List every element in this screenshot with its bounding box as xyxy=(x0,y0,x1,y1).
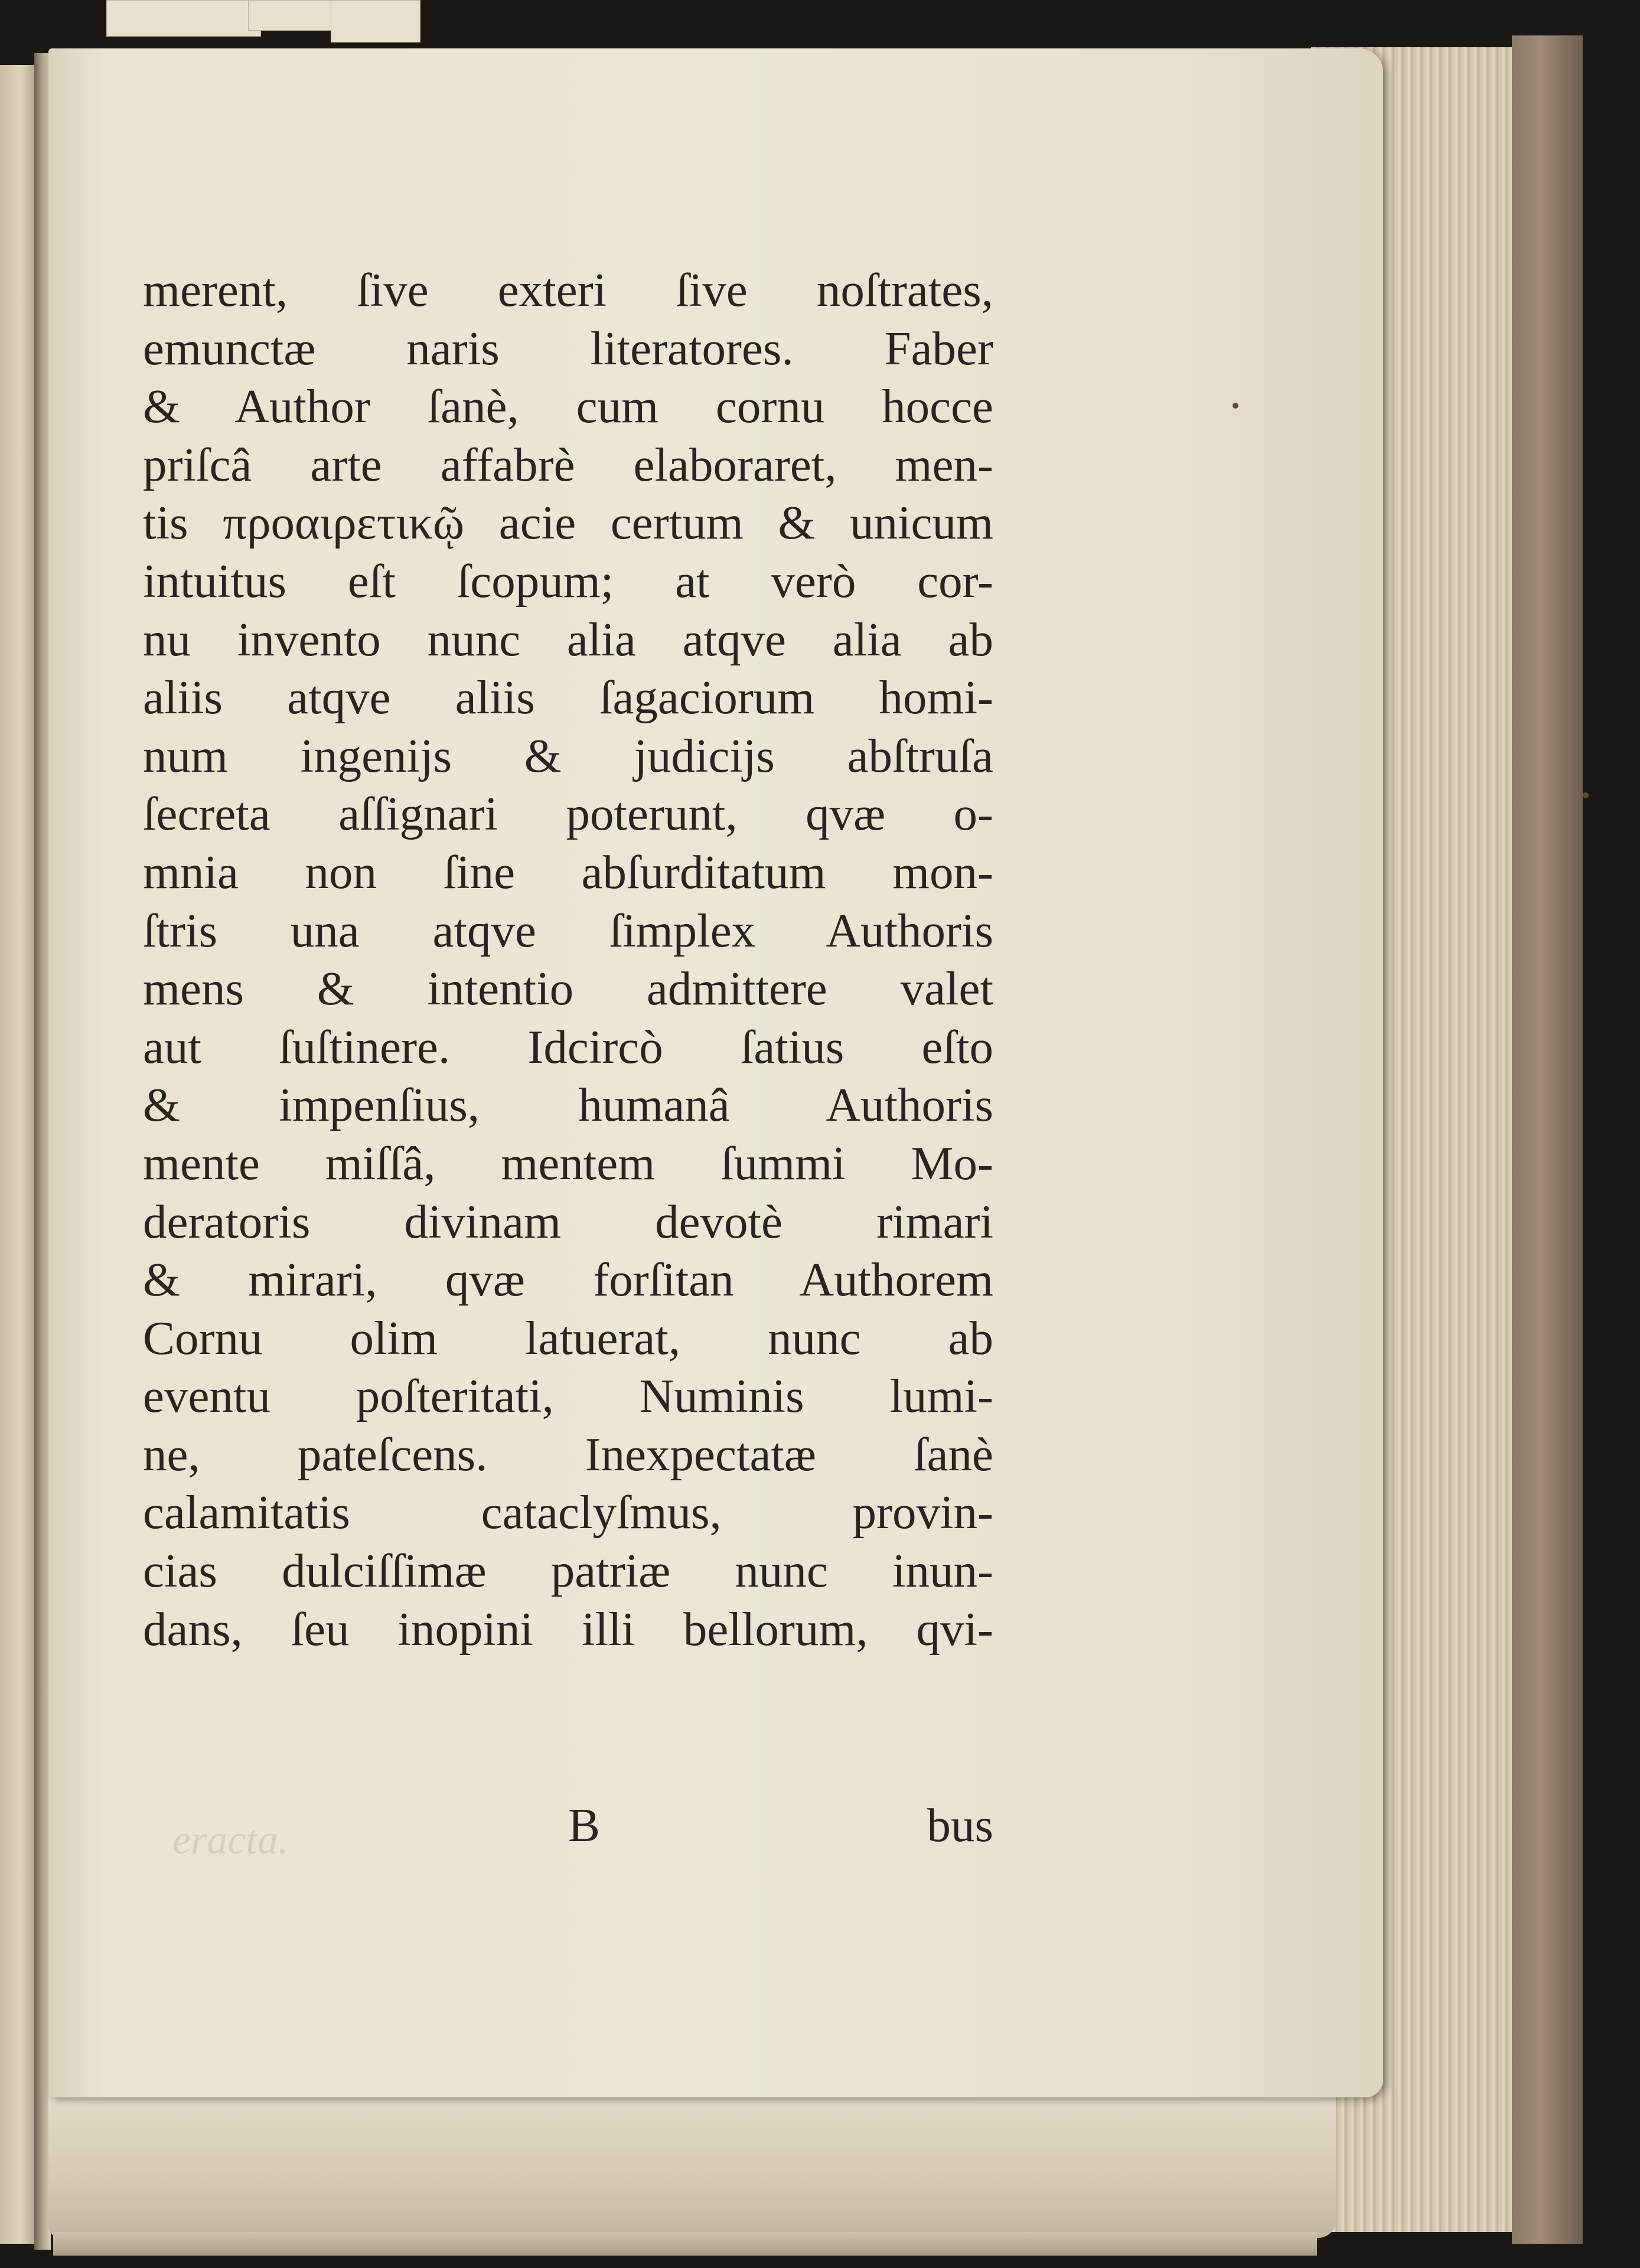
binding-edge xyxy=(1512,35,1583,2244)
ink-speck xyxy=(1583,792,1589,798)
text-line: aliis atqve aliis ſagaciorum homi- xyxy=(143,671,993,725)
text-line: nu invento nunc alia atqve alia ab xyxy=(143,612,993,666)
show-through-text: eracta. xyxy=(172,1817,289,1863)
text-line: dans, ſeu inopini illi bellorum, qvi- xyxy=(143,1602,993,1656)
paper-tab xyxy=(331,0,420,43)
text-line: ne, pateſcens. Inexpectatæ ſanè xyxy=(143,1427,993,1481)
text-line: & Author ſanè, cum cornu hocce xyxy=(143,380,993,433)
signature-mark: B xyxy=(568,1799,601,1852)
text-line: num ingenijs & judicijs abſtruſa xyxy=(143,729,993,782)
bottom-fold xyxy=(53,2232,1317,2256)
text-line: calamitatis cataclyſmus, provin- xyxy=(143,1486,993,1539)
text-line: mens & intentio admittere valet xyxy=(143,962,993,1016)
page-footer xyxy=(143,1796,993,1854)
left-page-edge xyxy=(0,65,34,2244)
body-text xyxy=(143,261,993,1658)
paper-tab xyxy=(106,0,261,37)
text-line: aut ſuſtinere. Idcircò ſatius eſto xyxy=(143,1020,993,1073)
text-line: emunctæ naris literatores. Faber xyxy=(143,321,993,375)
text-line: ſtris una atqve ſimplex Authoris xyxy=(143,903,993,957)
text-line: cias dulciſſimæ patriæ nunc inun- xyxy=(143,1544,993,1598)
book-page xyxy=(48,48,1383,2097)
text-line: deratoris divinam devotè rimari xyxy=(143,1195,993,1248)
text-line: intuitus eſt ſcopum; at verò cor- xyxy=(143,554,993,608)
text-line: priſcâ arte affabrè elaboraret, men- xyxy=(143,438,993,491)
text-line: ſecreta aſſignari poterunt, qvæ o- xyxy=(143,787,993,841)
text-line: & impenſius, humanâ Authoris xyxy=(143,1078,993,1132)
text-line: eventu poſteritati, Numinis lumi- xyxy=(143,1369,993,1423)
ink-speck xyxy=(1233,403,1238,409)
text-line: mente miſſâ, mentem ſummi Mo- xyxy=(143,1136,993,1190)
catchword: bus xyxy=(927,1799,993,1852)
text-line: merent, ſive exteri ſive noſtrates, xyxy=(143,263,993,316)
text-line: mnia non ſine abſurditatum mon- xyxy=(143,845,993,899)
text-line: & mirari, qvæ forſitan Authorem xyxy=(143,1253,993,1307)
text-line: tis προαιρετικῷ acie certum & unicum xyxy=(143,496,993,550)
page-stack-bottom xyxy=(48,2090,1336,2238)
text-line: Cornu olim latuerat, nunc ab xyxy=(143,1311,993,1365)
